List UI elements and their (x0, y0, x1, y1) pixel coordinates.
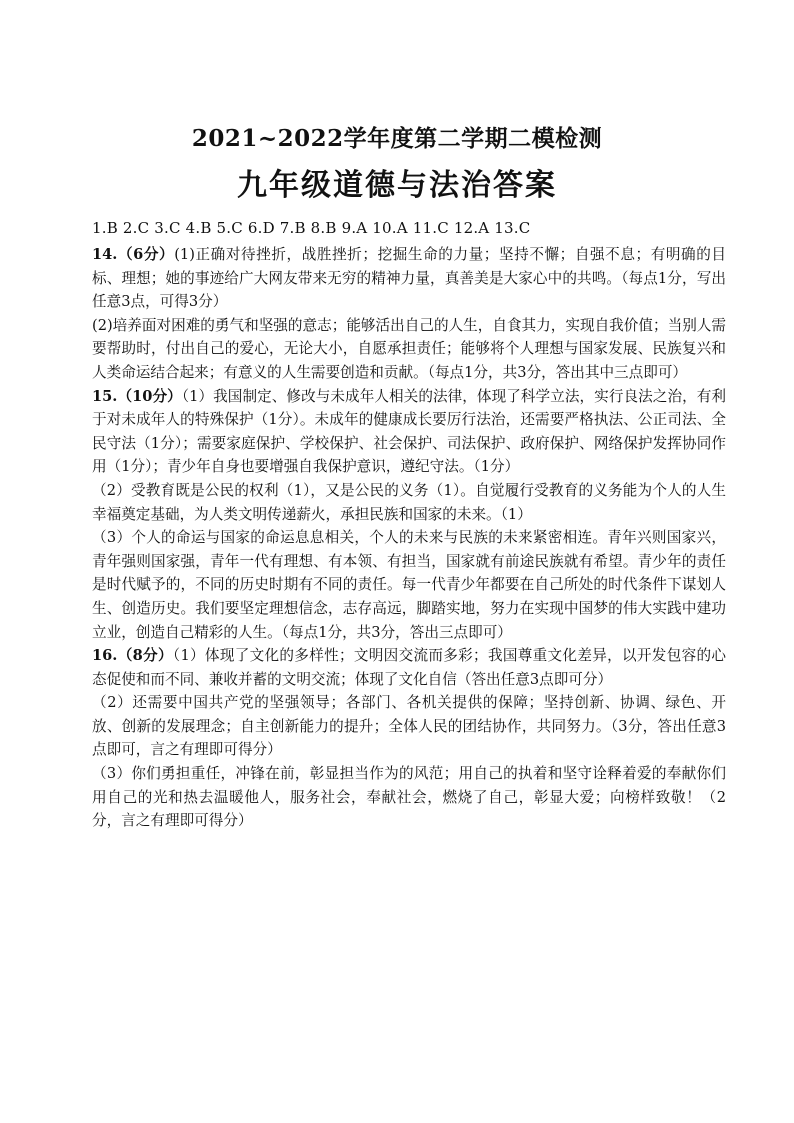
q15-number: 15.（10分） (92, 387, 182, 405)
q16-number: 16.（8分） (92, 647, 173, 665)
q14-p2: (2)培养面对困难的勇气和坚强的意志；能够活出自己的人生，自食其力，实现自我价值；当别人需要帮助时，付出自己的爱心，无论大小，自愿承担责任；能够将个人理想与国家发展、民族复兴和人类命运结合起来；有意义的人生需要创造和贡献。（每点1分，共3分，答出其中三点即可） (92, 316, 726, 381)
q15-p1 (92, 385, 726, 479)
q15-p2: （2）受教育既是公民的权利（1），又是公民的义务（1）。自觉履行受教育的义务能为个人的人生幸福奠定基础，为人类文明传递薪火，承担民族和国家的未来。（1） (92, 481, 726, 523)
choice-answers: 1.B 2.C 3.C 4.B 5.C 6.D 7.B 8.B 9.A 10.A 11.C 12.A 13.C (92, 219, 531, 237)
q14-number: 14.（6分） (92, 246, 175, 263)
q16-p3: （3）你们勇担重任，冲锋在前，彰显担当作为的风范；用自己的执着和坚守诠释着爱的奉献你们用自己的光和热去温暖他人，服务社会，奉献社会，燃烧了自己，彰显大爱；向榜样致敬！（2分，言之有理即可得分） (92, 765, 726, 830)
q16-part1-text: （1）体现了文化的多样性；文明因交流而多彩；我国尊重文化差异，以开发包容的心态促使和而不同、兼收并蓄的文明交流；体现了文化自信（答出任意3点即可分） (92, 647, 726, 688)
q14-part1-text: (1)正确对待挫折，战胜挫折；挖掘生命的力量；坚持不懈；自强不息；有明确的目标、理想；她的事迹给广大网友带来无穷的精神力量，真善美是大家心中的共鸣。（每点1分，写出任意3点，可得3分） (92, 246, 726, 311)
q15-part1-text: （1）我国制定、修改与未成年人相关的法律，体现了科学立法，实行良法之治，有利于对未成年人的特殊保护（1分）。未成年的健康成长要厉行法治，还需要严格执法、公正司法、全民守法（1分）；需要家庭保护、学校保护、社会保护、司法保护、政府保护、网络保护发挥协同作用（1分）；青少年自身也要增强自我保护意识，遵纪守法。（1分） (92, 387, 726, 476)
q14-p1 (92, 243, 726, 314)
q16-p1 (92, 644, 726, 691)
answer-body (92, 243, 726, 833)
q16-p2: （2）还需要中国共产党的坚强领导；各部门、各机关提供的保障；坚持创新、协调、绿色、开放、创新的发展理念；自主创新能力的提升；全体人民的团结协作，共同努力。（3分，答出任意3点即可，言之有理即可得分） (92, 694, 726, 759)
exam-title: 2021~2022学年度第二学期二模检测 (191, 125, 603, 152)
q15-p3: （3）个人的命运与国家的命运息息相关，个人的未来与民族的未来紧密相连。青年兴则国家兴，青年强则国家强，青年一代有理想、有本领、有担当，国家就有前途民族就有希望。青少年的责任是时代赋予的，不同的历史时期有不同的责任。每一代青少年都要在自己所处的时代条件下谋划人生、创造历史。我们要坚定理想信念，志存高远，脚踏实地，努力在实现中国梦的伟大实践中建功立业，创造自己精彩的人生。（每点1分，共3分，答出三点即可） (92, 529, 726, 641)
subject-title: 九年级道德与法治答案 (237, 168, 557, 203)
